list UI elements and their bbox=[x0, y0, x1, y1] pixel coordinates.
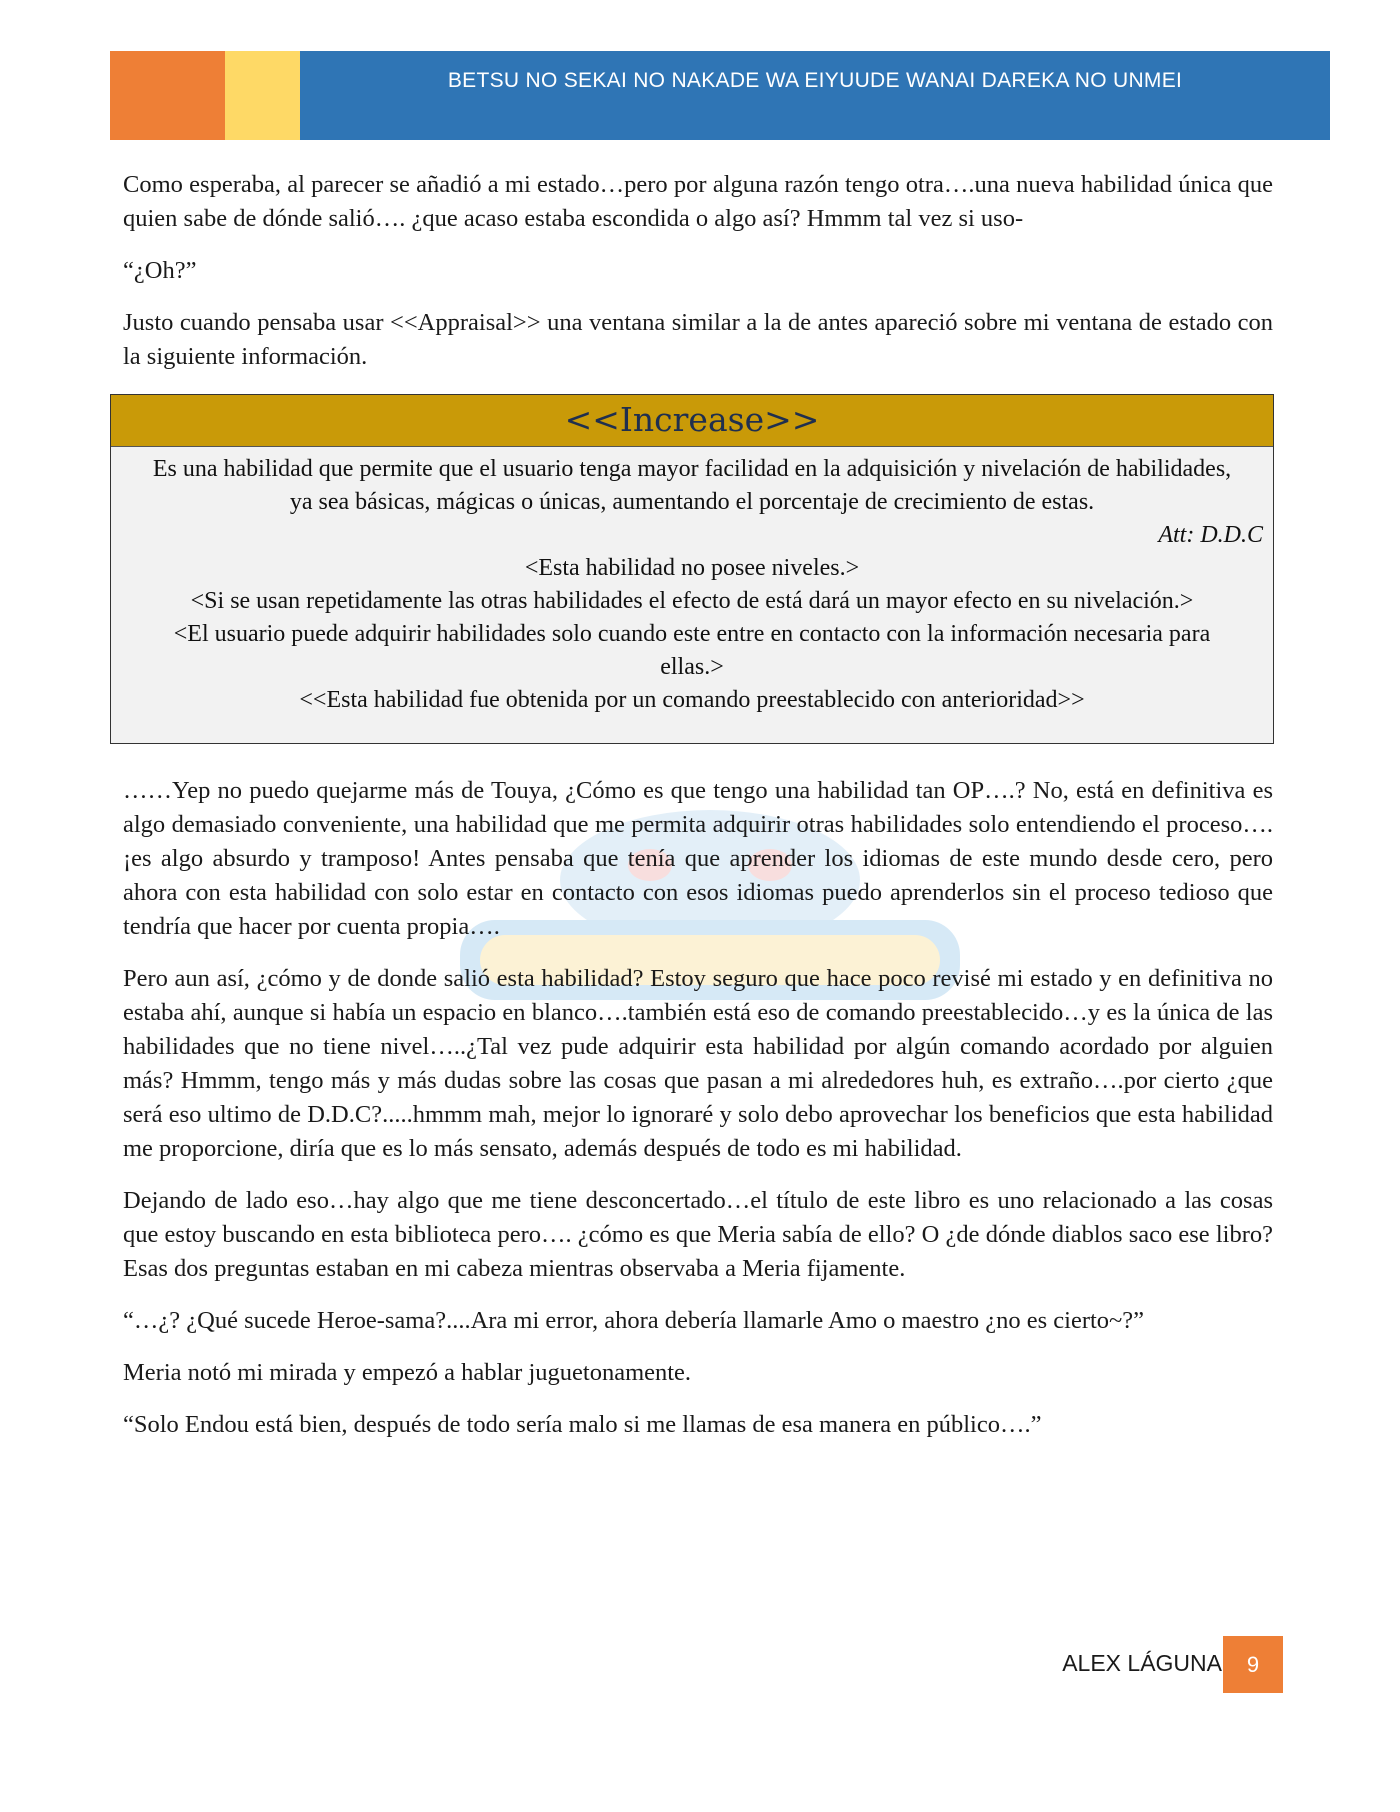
skill-note-acquire: <El usuario puede adquirir habilidades solo cuando este entre en contacto con la información necesaria para ellas.> bbox=[173, 621, 1211, 680]
page-header-band bbox=[110, 51, 1330, 140]
skill-attribution: Att: D.D.C bbox=[1158, 522, 1263, 548]
dialogue-oh: “¿Oh?” bbox=[123, 257, 197, 284]
paragraph-question: Pero aun así, ¿cómo y de donde salió esta habilidad? Estoy seguro que hace poco revisé mi estado y en definitiva no estaba ahí, aunque si había un espacio en blanco….también está eso de comando preestablecido…y es la única de las habilidades que no tiene nivel…..¿Tal vez pude adquirir esta habilidad por algún comando acordado por alguien más? Hmmm, tengo más y más dudas sobre las cosas que pasan a mi alrededores huh, es extraño….por cierto ¿que será eso ultimo de D.D.C?.....hmmm mah, mejor lo ignoraré y solo debo aprovechar los beneficios que esta habilidad me proporcione, diría que es lo más sensato, además después de todo es mi habilidad. bbox=[123, 965, 1273, 1162]
skill-note-effect: <Si se usan repetidamente las otras habilidades el efecto de está dará un mayor efecto en su nivelación.> bbox=[190, 588, 1194, 614]
paragraph-touya: ……Yep no puedo quejarme más de Touya, ¿Cómo es que tengo una habilidad tan OP….? No, está en definitiva es algo demasiado conveniente, una habilidad que me permita adquirir otras habilidades solo entendiendo el proceso…. ¡es algo absurdo y tramposo! Antes pensaba que tenía que aprender los idiomas de este mundo desde cero, pero ahora con esta habilidad con solo estar en contacto con esos idiomas puedo aprenderlos sin el proceso tedioso que tendría que hacer por cuenta propia…. bbox=[123, 777, 1273, 940]
dialogue-endou: “Solo Endou está bien, después de todo sería malo si me llamas de esa manera en público….” bbox=[123, 1411, 1042, 1438]
header-title: BETSU NO SEKAI NO NAKADE WA EIYUUDE WANAI DAREKA NO UNMEI bbox=[447, 69, 1183, 92]
header-blue-block bbox=[300, 51, 1330, 140]
header-yellow-block bbox=[225, 51, 300, 140]
paragraph-appraisal: Justo cuando pensaba usar <<Appraisal>> una ventana similar a la de antes apareció sobre mi ventana de estado con la siguiente información. bbox=[123, 309, 1273, 370]
skill-window-body bbox=[111, 447, 1273, 743]
skill-window bbox=[110, 394, 1274, 744]
page-body bbox=[123, 168, 1273, 1460]
skill-note-levels: <Esta habilidad no posee niveles.> bbox=[524, 555, 860, 581]
paragraph-meria-book: Dejando de lado eso…hay algo que me tiene desconcertado…el título de este libro es uno relacionado a las cosas que estoy buscando en esta biblioteca pero…. ¿cómo es que Meria sabía de ello? O ¿de dónde diablos saco ese libro? Esas dos preguntas estaban en mi cabeza mientras observaba a Meria fijamente. bbox=[123, 1187, 1273, 1282]
footer-author: ALEX LÁGUNA bbox=[1062, 1650, 1222, 1676]
dialogue-meria: “…¿? ¿Qué sucede Heroe-sama?....Ara mi error, ahora debería llamarle Amo o maestro ¿no es cierto~?” bbox=[123, 1307, 1145, 1334]
header-orange-block bbox=[110, 51, 225, 140]
paragraph-intro: Como esperaba, al parecer se añadió a mi estado…pero por alguna razón tengo otra….una nueva habilidad única que quien sabe de dónde salió…. ¿que acaso estaba escondida o algo así? Hmmm tal vez si uso- bbox=[123, 171, 1273, 232]
skill-note-command: <<Esta habilidad fue obtenida por un comando preestablecido con anterioridad>> bbox=[299, 687, 1085, 713]
skill-description: Es una habilidad que permite que el usuario tenga mayor facilidad en la adquisición y nivelación de habilidades, ya sea básicas, mágicas o únicas, aumentando el porcentaje de crecimiento de estas. bbox=[152, 456, 1232, 515]
paragraph-meria-noticed: Meria notó mi mirada y empezó a hablar juguetonamente. bbox=[123, 1359, 692, 1386]
skill-window-title: <<Increase>> bbox=[111, 395, 1273, 447]
page-number: 9 bbox=[1223, 1636, 1283, 1693]
